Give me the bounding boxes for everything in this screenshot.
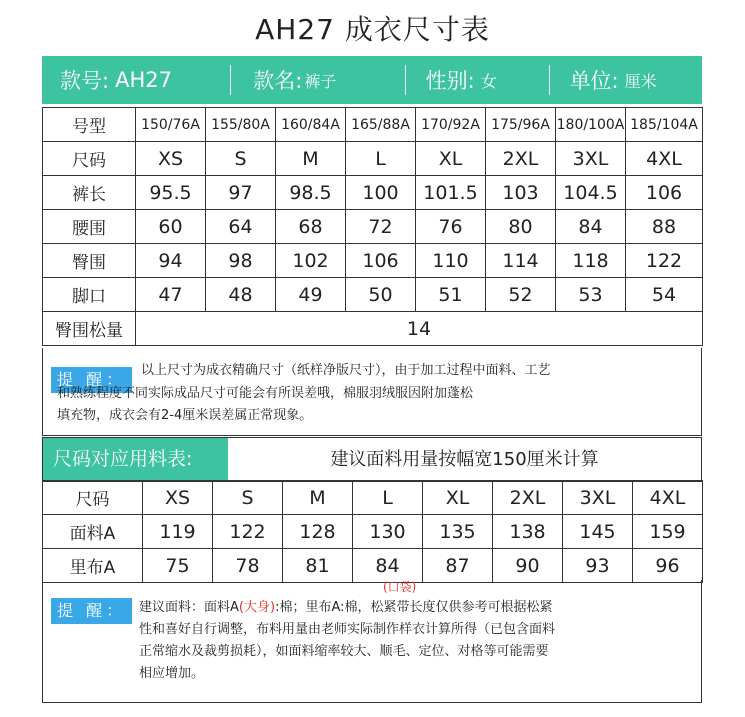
table-cell: 68 [276,210,346,244]
unit-label: 单位: [569,69,619,93]
table-cell: 170/92A [416,108,486,142]
table-cell: 138 [493,515,563,549]
table-cell: 135 [423,515,493,549]
row-label: 面料A [43,515,143,549]
row-label: 腰围 [43,210,136,244]
fabric-section-header [42,437,702,482]
table-cell: 60 [136,210,206,244]
table-cell: 54 [626,278,703,312]
fabric-width-note: 建议面料用量按幅宽150厘米计算 [330,449,599,470]
table-cell: 145 [563,515,633,549]
table-cell: 3XL [563,481,633,515]
style-name-label: 款名: [253,69,303,93]
unit-cell [550,56,702,104]
table-cell: 87 [423,549,493,583]
table-cell: 78 [213,549,283,583]
table-cell: 2XL [493,481,563,515]
table-row [43,515,703,549]
table-cell: XS [143,481,213,515]
table-cell: 50 [346,278,416,312]
fabric-section-label: 尺码对应用料表: [43,438,228,481]
table-row [43,278,703,312]
tip-badge: 提 醒： [51,598,132,624]
table-cell: 4XL [626,142,703,176]
row-label: 裤长 [43,176,136,210]
table-cell: 76 [416,210,486,244]
row-label: 尺码 [43,142,136,176]
table-cell: M [276,142,346,176]
table-cell: 150/76A [136,108,206,142]
table-row [43,142,703,176]
table-cell: 90 [493,549,563,583]
table-cell: 119 [143,515,213,549]
table-cell: 185/104A [626,108,703,142]
notice-line: 以上尺寸为成衣精确尺寸（纸样净版尺寸），由于加工过程中面料、工艺 [141,363,551,378]
table-cell: 118 [556,244,626,278]
gender-cell [406,56,549,104]
style-name-value: 裤子 [304,71,337,91]
table-row [43,176,703,210]
table-cell: 103 [486,176,556,210]
notice-box [42,348,702,436]
table-cell: 159 [633,515,703,549]
table-cell: XL [416,142,486,176]
table-row [43,549,703,583]
notice-line: 相应增加。 [139,666,205,681]
table-cell: 93 [563,549,633,583]
gender-label: 性别: [425,69,475,93]
row-label: 号型 [43,108,136,142]
table-cell: 51 [416,278,486,312]
table-cell: 106 [346,244,416,278]
table-cell: 110 [416,244,486,278]
table-cell: 102 [276,244,346,278]
table-cell: 4XL [633,481,703,515]
table-cell: 100 [346,176,416,210]
table-cell: 101.5 [416,176,486,210]
style-number-cell [42,56,230,104]
table-cell: 2XL [486,142,556,176]
table-cell: 180/100A [556,108,626,142]
notice-line: 性和喜好自行调整，布料用量由老师实际制作样衣计算所得（已包含面料 [139,622,556,637]
table-cell: 122 [213,515,283,549]
table-cell: 64 [206,210,276,244]
table-cell: 84 [556,210,626,244]
table-cell: 47 [136,278,206,312]
table-cell: 96 [633,549,703,583]
notice-line [139,598,553,618]
table-cell: 3XL [556,142,626,176]
unit-value: 厘米 [624,71,657,91]
notice-text-part: :棉；里布A:棉，松紧带长度仅供参考可根据松紧 [275,600,553,615]
table-cell: 130 [353,515,423,549]
page-title: AH27 成衣尺寸表 [255,13,490,46]
row-label: 里布A [43,549,143,583]
table-cell: L [346,142,416,176]
notice-line: 填充物，成衣会有2-4厘米误差属正常现象。 [57,408,313,423]
table-cell: 80 [486,210,556,244]
notice-line: 和熟练程度不同实际成品尺寸可能会有所误差哦，棉服羽绒服因附加蓬松 [57,386,474,401]
table-header-row [43,481,703,515]
table-cell: 84 [353,549,423,583]
fabric-notice-box [42,580,702,703]
table-row [43,244,703,278]
gender-value: 女 [480,71,497,91]
table-cell: L [353,481,423,515]
style-number-label: 款号: [60,69,110,93]
table-cell: 52 [486,278,556,312]
row-label: 尺码 [43,481,143,515]
notice-line: 正常缩水及裁剪损耗），如面料缩率较大、顺毛、定位、对格等可能需要 [139,644,549,659]
table-cell: 95.5 [136,176,206,210]
row-label: 臀围 [43,244,136,278]
table-cell: 122 [626,244,703,278]
fabric-table [42,480,703,583]
table-row [43,312,703,346]
table-cell: M [283,481,353,515]
table-row [43,210,703,244]
table-row [43,108,703,142]
row-label: 脚口 [43,278,136,312]
table-cell: 175/96A [486,108,556,142]
table-cell: S [213,481,283,515]
style-name-cell [231,56,404,104]
table-cell: 160/84A [276,108,346,142]
table-cell: S [206,142,276,176]
table-cell: XL [423,481,493,515]
table-cell: 49 [276,278,346,312]
table-cell: 155/80A [206,108,276,142]
table-cell: 165/88A [346,108,416,142]
table-cell: 48 [206,278,276,312]
notice-text-part: 建议面料：面料A [139,600,239,615]
style-number-value: AH27 [115,68,172,92]
table-cell: 104.5 [556,176,626,210]
table-cell: 94 [136,244,206,278]
ease-label: 臀围松量 [43,312,136,346]
table-cell: 98 [206,244,276,278]
table-cell: 72 [346,210,416,244]
table-cell: 128 [283,515,353,549]
ease-value: 14 [136,312,703,346]
table-cell: 106 [626,176,703,210]
table-cell: 81 [283,549,353,583]
table-cell: 75 [143,549,213,583]
pocket-note: (口袋) [383,580,417,594]
table-cell: 98.5 [276,176,346,210]
table-cell: 88 [626,210,703,244]
table-cell: 53 [556,278,626,312]
table-cell: 97 [206,176,276,210]
tip-badge: 提 醒： [51,367,132,393]
size-table [42,107,703,346]
highlight-text: (大身) [238,600,276,615]
table-cell: 114 [486,244,556,278]
table-cell: XS [136,142,206,176]
product-info-bar [42,56,702,104]
